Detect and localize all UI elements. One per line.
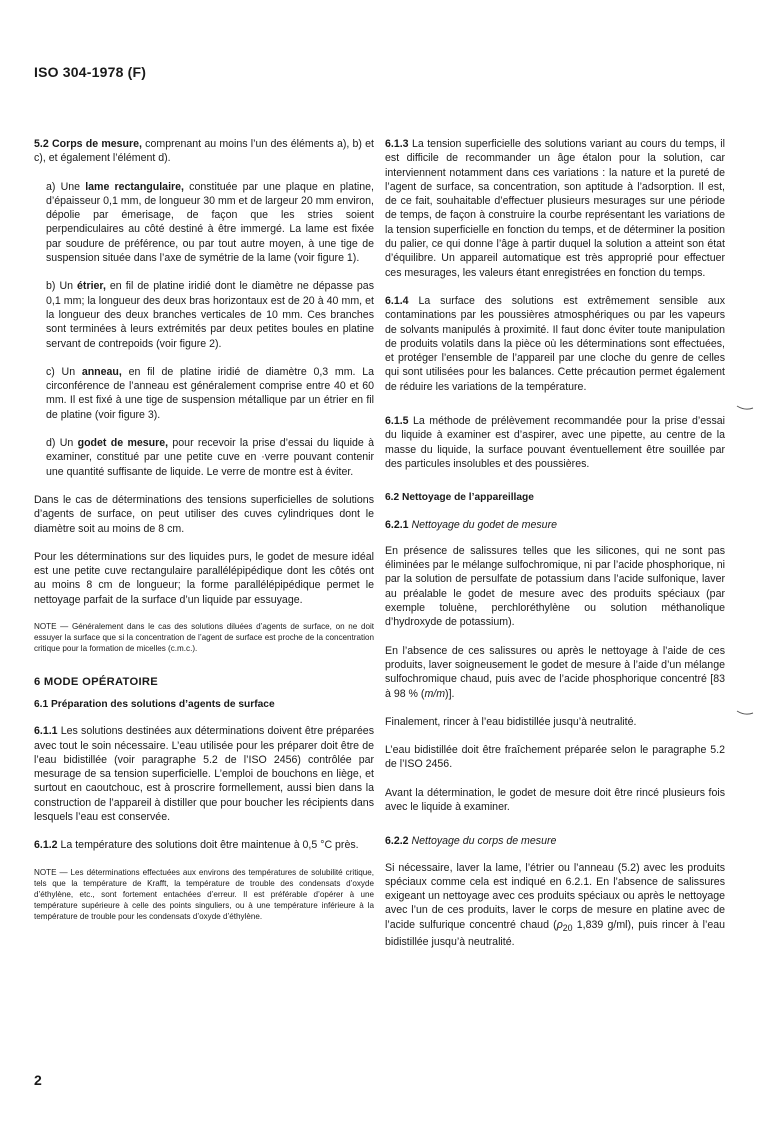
item-c: c) Un anneau, en fil de platine iridié de diamètre 0,3 mm. La circonférence de l’anneau est généralement comprise entre 40 et 60 mm. Il est fixé à une tige de suspension métallique par un étrier en fil de platine (voir figure 3). [46, 365, 374, 421]
section-6-2-2-title: 6.2.2 Nettoyage du corps de mesure [385, 835, 557, 848]
section-6-1-3: 6.1.3 La tension superficielle des solutions variant au cours du temps, il est difficile de recommander un âge étalon pour la solution, car interviennent notamment dans ces variations : la nature et la pureté de l’agent de surface, sa concentration, son aptitude à l’adsorption. Il est, de ce fait, souhaitable d’effectuer plusieurs mesurages sur une période de temps, de façon à construire la courbe représentant les variations de la tension superficielle en fonction du temps, et de déterminer la position du palier, ce qui donne l’âge à partir duquel la solution a atteint son état d’équilibre. Un appareil automatique est très approprié pour effectuer ces mesurages, les valeurs étant enregistrées en fonction du temps. [385, 138, 725, 279]
section-5-2: 5.2 Corps de mesure, comprenant au moins l’un des éléments a), b) et c), et également l’élément d). [34, 138, 374, 165]
paragraph-si: Si nécessaire, laver la lame, l’étrier ou l’anneau (5.2) avec les produits spéciaux comme cela est indiqué en 6.2.1. En l’absence de salissures exigeant un nettoyage avec ces produits spéciaux ou après le nettoyage avec l’un de ces produits, laver le corps de mesure en platine avec de l’acide sulfurique concentré chaud ($\rho_{20}$ 1,839 g/ml), puis rincer à l’eau bidistillée jusqu’à neutralité. [385, 861, 725, 949]
item-d: d) Un godet de mesure, pour recevoir la prise d’essai du liquide à examiner, constitué par une petite cuve en ·verre pouvant contenir une quantité suffisante de liquide. Le verre de montre est à éviter. [46, 437, 374, 478]
margin-mark [736, 405, 754, 411]
section-6-1-2: 6.1.2 La température des solutions doit être maintenue à 0,5 °C près. [34, 839, 359, 852]
paragraph-avant: Avant la détermination, le godet de mesure doit être rincé plusieurs fois avec le liquide à examiner. [385, 786, 725, 813]
paragraph-eau: L’eau bidistillée doit être fraîchement préparée selon le paragraphe 5.2 de l’ISO 2456. [385, 744, 725, 771]
section-6-1-4: 6.1.4 La surface des solutions est extrêmement sensible aux contaminations par les poussières atmosphériques ou par les vapeurs de solvants manipulés à proximité. Il faut donc éviter toute manipulation de produits volatils dans la pièce où les déterminations sont effectuées, et protéger l’ensemble de l’appareil par une cloche du genre de celles qui sont utilisées pour les balances. Cette précaution permet également de réduire les variations de la température. [385, 294, 725, 393]
right-column [385, 137, 725, 958]
paragraph-absence: En l’absence de ces salissures ou après le nettoyage à l’aide de ces produits, laver soigneusement le godet de mesure à l’aide d’un mélange sulfochromique chaud, puis avec de l’acide phosphorique concentré [83 à 98 % (m/m)]. [385, 644, 725, 700]
paragraph-presence: En présence de salissures telles que les silicones, qui ne sont pas éliminées par le mélange sulfochromique, ni par l’acide phosphorique, ni par la solution de persulfate de potassium dans l’acide sulfonique, laver au préalable le godet de mesure avec des produits spéciaux (par exemple toluène, perchloréthylène ou solution méthanolique d’hydroxyde de potassium). [385, 544, 725, 629]
paragraph-finalement: Finalement, rincer à l’eau bidistillée jusqu’à neutralité. [385, 715, 637, 728]
page-number: 2 [34, 1072, 42, 1088]
paragraph-pour: Pour les déterminations sur des liquides purs, le godet de mesure idéal est une petite cuve rectangulaire parallélépipédique dont les côtés ont au moins 8 cm de longueur; la forme parallélépipédique permet le nettoyage parfait de la surface d’un liquide par essuyage. [34, 550, 374, 606]
left-column [34, 137, 374, 939]
page-header: ISO 304-1978 (F) [34, 64, 147, 80]
item-a: a) Une lame rectangulaire, constituée par une plaque en platine, d’épaisseur 0,1 mm, de longueur 30 mm et de largeur 20 mm environ, dépolie par émerisage, de façon que les stries soient perpendiculaires au côté destiné à être immergé. La lame est fixée par soudure de préférence, ou par tout autre moyen, à une tige de suspension située dans l’axe de symétrie de la lame (voir figure 1). [46, 180, 374, 265]
section-6-1-5: 6.1.5 La méthode de prélèvement recommandée pour la prise d’essai du liquide à examiner est d’aspirer, avec une pipette, au centre de la masse du liquide, la surface pouvant éventuellement être souillée par des particules insolubles et des poussières. [385, 415, 725, 470]
margin-mark [736, 710, 754, 716]
section-6-1-1: 6.1.1 Les solutions destinées aux déterminations doivent être préparées avec tout le soin nécessaire. L’eau utilisée pour les préparer doit être de l’eau bidistillée (voir paragraphe 5.2 de l’ISO 2456) contrôlée par mesurage de sa tension superficielle. L’emploi de bouchons en liège, et surtout en caoutchouc, est à proscrire formellement, aussi bien dans la construction de l’appareil à distiller que pour boucher les récipients dans lesquels l’eau est conservée. [34, 725, 374, 823]
paragraph-dans: Dans le cas de déterminations des tensions superficielles de solutions d’agents de surface, on peut utiliser des cuves cylindriques dont le diamètre soit au moins de 8 cm. [34, 493, 374, 535]
section-6-2-title: 6.2 Nettoyage de l’appareillage [385, 492, 534, 504]
section-6-title: 6 MODE OPÉRATOIRE [34, 675, 159, 688]
section-6-2-1-title: 6.2.1 Nettoyage du godet de mesure [385, 518, 557, 531]
note-2: NOTE — Les déterminations effectuées aux environs des températures de solubilité critique, tels que la température de Krafft, la température de trouble des condensats d’oxyde d’éthylène, etc., sont fortement entachées d’erreur. Il est préférable d’opérer à une température supérieure à celle des points singuliers, ou à une température inférieure à la température de trouble pour les condensats d’oxyde d’éthylène. [34, 867, 374, 922]
note-1: NOTE — Généralement dans le cas des solutions diluées d’agents de surface, on ne doit essuyer la surface que si la concentration de l’agent de surface est proche de la concentration critique pour la formation de micelles (c.m.c.). [34, 622, 374, 654]
item-b: b) Un étrier, en fil de platine iridié dont le diamètre ne dépasse pas 0,1 mm; la longueur des deux bras horizontaux est de 20 à 40 mm, et la longueur des deux branches verticales de 10 mm. Ces branches sont terminées à leurs extrémités par deux petites boules en platine servant de contrepoids (voir figure 2). [46, 280, 374, 350]
section-6-1-title: 6.1 Préparation des solutions d’agents de surface [34, 698, 275, 710]
